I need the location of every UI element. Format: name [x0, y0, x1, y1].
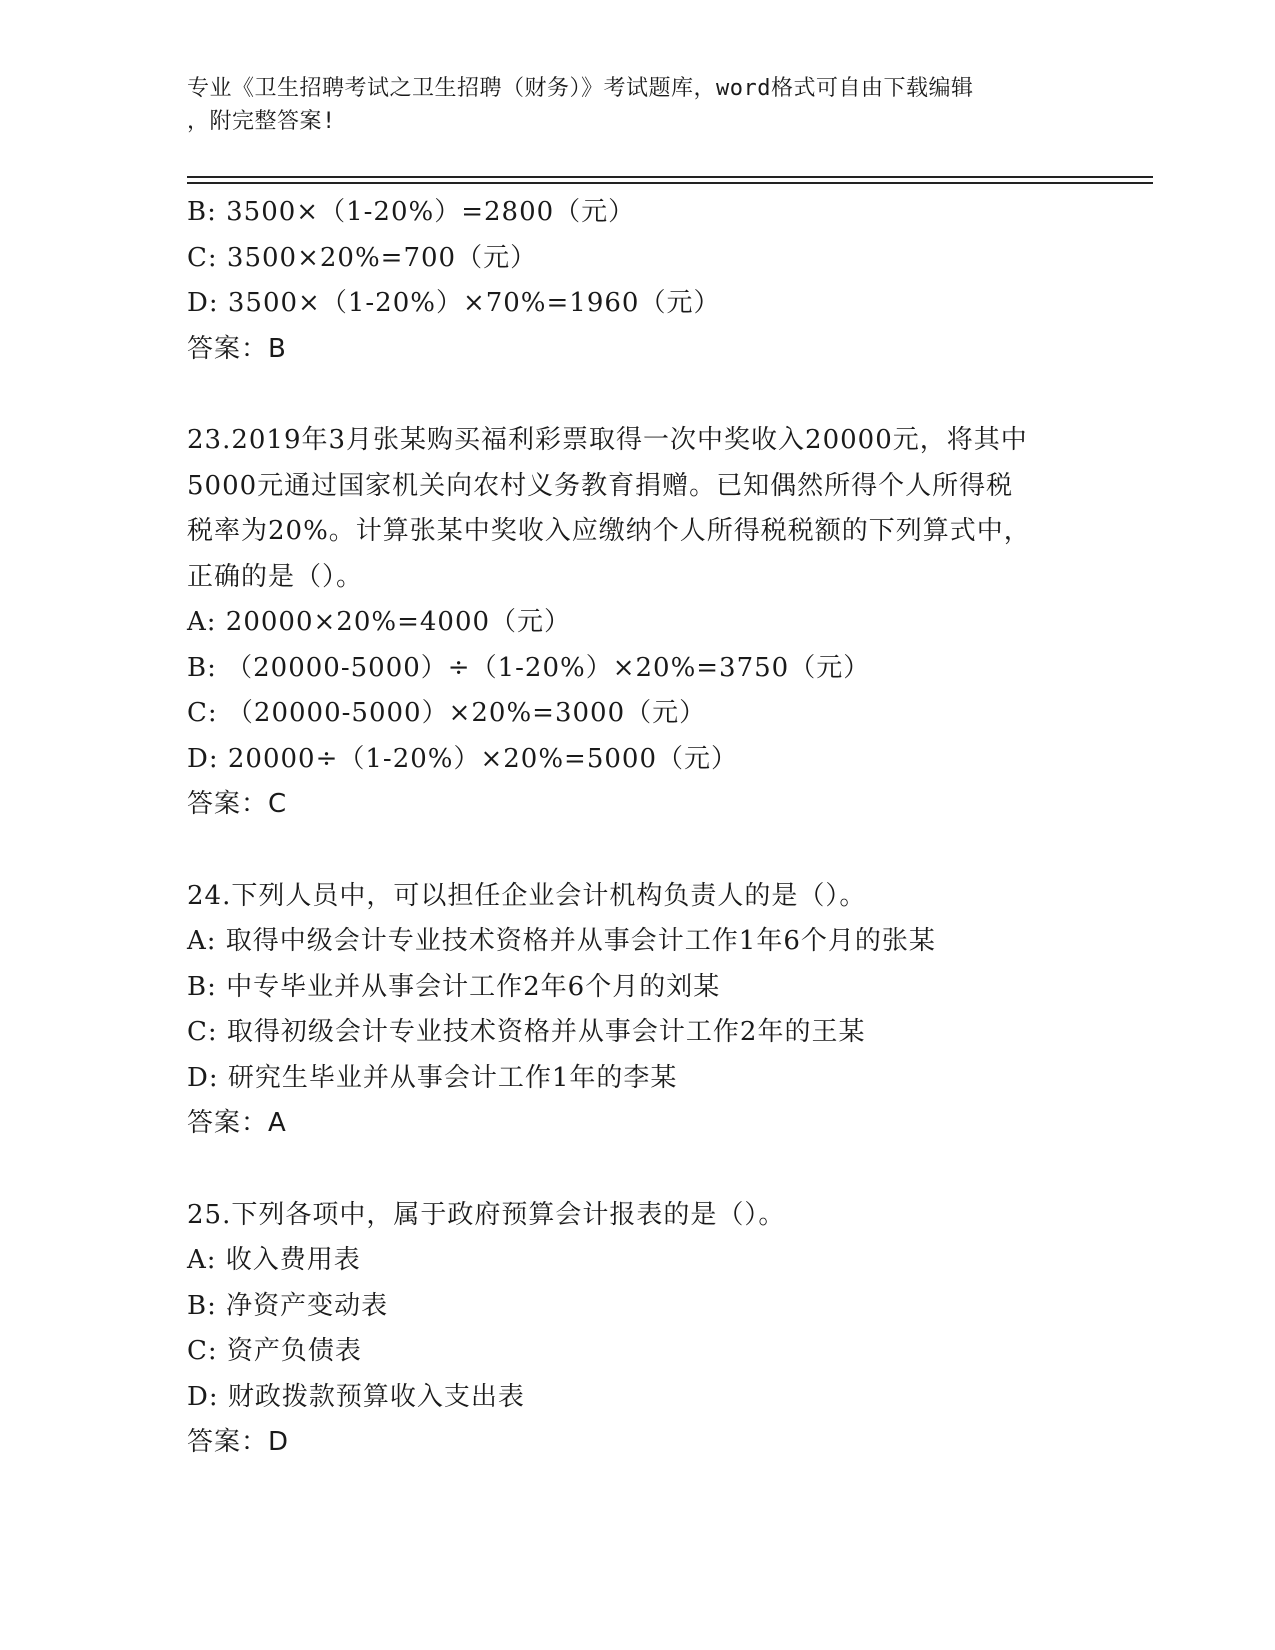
header-divider-inner [187, 182, 1153, 184]
header-line-2: ，附完整答案! [187, 109, 336, 134]
option-b: B: （20000-5000）÷（1-20%）×20%=3750（元） [187, 652, 871, 683]
option-a: A: 收入费用表 [187, 1245, 361, 1275]
option-b: B: 中专毕业并从事会计工作2年6个月的刘某 [187, 971, 721, 1002]
question-25 [187, 1193, 1087, 1466]
option-d: D: 研究生毕业并从事会计工作1年的李某 [187, 1062, 678, 1093]
header-line-1: 专业《卫生招聘考试之卫生招聘（财务）》考试题库，word格式可自由下载编辑 [187, 76, 974, 101]
option-a: A: 取得中级会计专业技术资格并从事会计工作1年6个月的张某 [187, 926, 936, 956]
option-a: A: 20000×20%=4000（元） [187, 607, 572, 637]
answer: 答案：C [187, 789, 288, 819]
question-text: 23.2019年3月张某购买福利彩票取得一次中奖收入20000元，将其中 [187, 425, 1028, 455]
question-24 [187, 874, 1087, 1147]
header-divider [187, 176, 1153, 178]
question-list [187, 190, 1087, 1466]
option-c: C: 资产负债表 [187, 1336, 362, 1366]
option-d: D: 20000÷（1-20%）×20%=5000（元） [187, 743, 739, 774]
option-c: C: 3500×20%=700（元） [187, 242, 538, 273]
option-c: C: 取得初级会计专业技术资格并从事会计工作2年的王某 [187, 1017, 866, 1047]
option-d: D: 3500×（1-20%）×70%=1960（元） [187, 288, 721, 318]
question-text: 正确的是（）。 [187, 561, 364, 592]
question-text: 24.下列人员中，可以担任企业会计机构负责人的是（）。 [187, 880, 867, 911]
question-23 [187, 418, 1087, 828]
question-text: 税率为20%。计算张某中奖收入应缴纳个人所得税税额的下列算式中， [187, 516, 1031, 546]
option-d: D: 财政拨款预算收入支出表 [187, 1381, 525, 1412]
question-text: 25.下列各项中，属于政府预算会计报表的是（）。 [187, 1199, 786, 1230]
previous-question-tail [187, 190, 1087, 372]
answer: 答案：A [187, 1108, 287, 1138]
question-text: 5000元通过国家机关向农村义务教育捐赠。已知偶然所得个人所得税 [187, 470, 1014, 501]
answer: 答案：B [187, 333, 287, 364]
answer: 答案：D [187, 1427, 290, 1457]
option-b: B: 净资产变动表 [187, 1290, 389, 1321]
option-c: C: （20000-5000）×20%=3000（元） [187, 698, 707, 728]
document-header [187, 72, 1067, 138]
option-b: B: 3500×（1-20%）=2800（元） [187, 197, 636, 227]
